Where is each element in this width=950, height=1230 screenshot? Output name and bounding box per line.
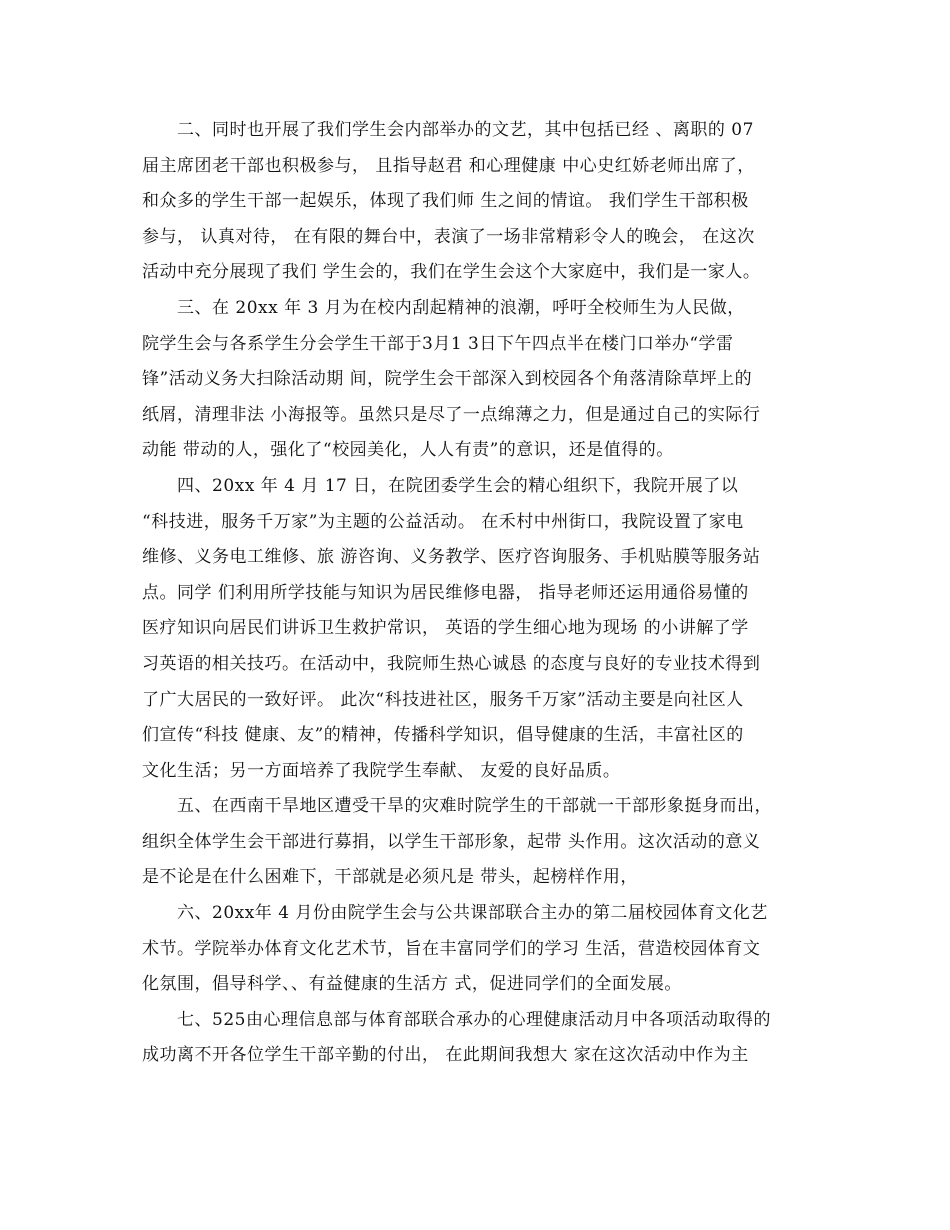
text-line: 化氛围，倡导科学、、有益健康的生活方 式，促进同学们的全面发展。 [142,974,682,995]
text-line: 届主席团老干部也积极参与， 且指导赵君 和心理健康 中心史红娇老师出席了， [142,155,755,176]
paragraph-seven [142,1003,808,1074]
text-line: 和众多的学生干部一起娱乐，体现了我们师 生之间的情谊。 我们学生干部积极 [142,191,749,212]
document-body [142,113,808,1074]
text-line: 锋”活动义务大扫除活动期 间，院学生会干部深入到校园各个角落清除草坪上的 [142,369,753,390]
text-line: 四、20xx 年 4 月 17 日，在院团委学生会的精心组织下，我院开展了以 [177,475,739,496]
text-line: 二、同时也开展了我们学生会内部举办的文艺，其中包括已经 、离职的 07 [177,120,754,140]
text-line: 纸屑，清理非法 小海报等。虽然只是尽了一点绵薄之力，但是通过自己的实际行 [142,404,761,425]
paragraph-three [142,291,808,469]
text-line: 动能 带动的人，强化了“校园美化，人人有责”的意识，还是值得的。 [142,440,674,461]
text-line: 维修、义务电工维修、旅 游咨询、义务教学、医疗咨询服务、手机贴膜等服务站 [142,547,761,568]
text-line: 活动中充分展现了我们 学生会的，我们在学生会这个大家庭中，我们是一家人。 [142,262,761,283]
text-line: 了广大居民的一致好评。 此次“科技进社区，服务千万家”活动主要是向社区人 [142,689,744,710]
text-line: 七、525由心理信息部与体育部联合承办的心理健康活动月中各项活动取得的 [177,1009,771,1030]
text-line: 五、在西南干旱地区遭受干旱的灾难时院学生的干部就一干部形象挺身而出， [177,796,772,817]
text-line: 组织全体学生会干部进行募捐，以学生干部形象，起带 头作用。这次活动的意义 [142,831,761,852]
text-line: “科技进，服务千万家”为主题的公益活动。 在禾村中州街口，我院设置了家电 [142,511,744,532]
text-line: 术节。学院举办体育文化艺术节，旨在丰富同学们的学习 生活，营造校园体育文 [142,938,761,959]
text-line: 医疗知识向居民们讲诉卫生救护常识， 英语的学生细心地为现场 的小讲解了学 [142,618,749,639]
text-line: 三、在 20xx 年 3 月为在校内刮起精神的浪潮，呼吁全校师生为人民做， [177,297,745,318]
text-line: 院学生会与各系学生分会学生干部于3月1 3日下午四点半在楼门口举办“学雷 [142,333,734,354]
text-line: 成功离不开各位学生干部辛勤的付出， 在此期间我想大 家在这次活动中作为主 [142,1045,749,1066]
paragraph-six [142,896,808,1003]
text-line: 文化生活；另一方面培养了我院学生奉献、 友爱的良好品质。 [142,760,621,781]
text-line: 六、20xx年 4 月份由院学生会与公共课部联合主办的第二届校园体育文化艺 [177,903,768,924]
text-line: 点。同学 们利用所学技能与知识为居民维修电器， 指导老师还运用通俗易懂的 [142,582,749,603]
text-line: 是不论是在什么困难下，干部就是必须凡是 带头，起榜样作用， [142,867,638,888]
paragraph-two [142,113,808,291]
text-line: 参与， 认真对待， 在有限的舞台中，表演了一场非常精彩令人的晚会， 在这次 [142,226,755,247]
paragraph-four [142,469,808,789]
text-line: 习英语的相关技巧。在活动中，我院师生热心诚恳 的态度与良好的专业技术得到 [142,653,761,674]
paragraph-five [142,789,808,896]
text-line: 们宣传“科技 健康、友”的精神，传播科学知识，倡导健康的生活，丰富社区的 [142,725,744,746]
